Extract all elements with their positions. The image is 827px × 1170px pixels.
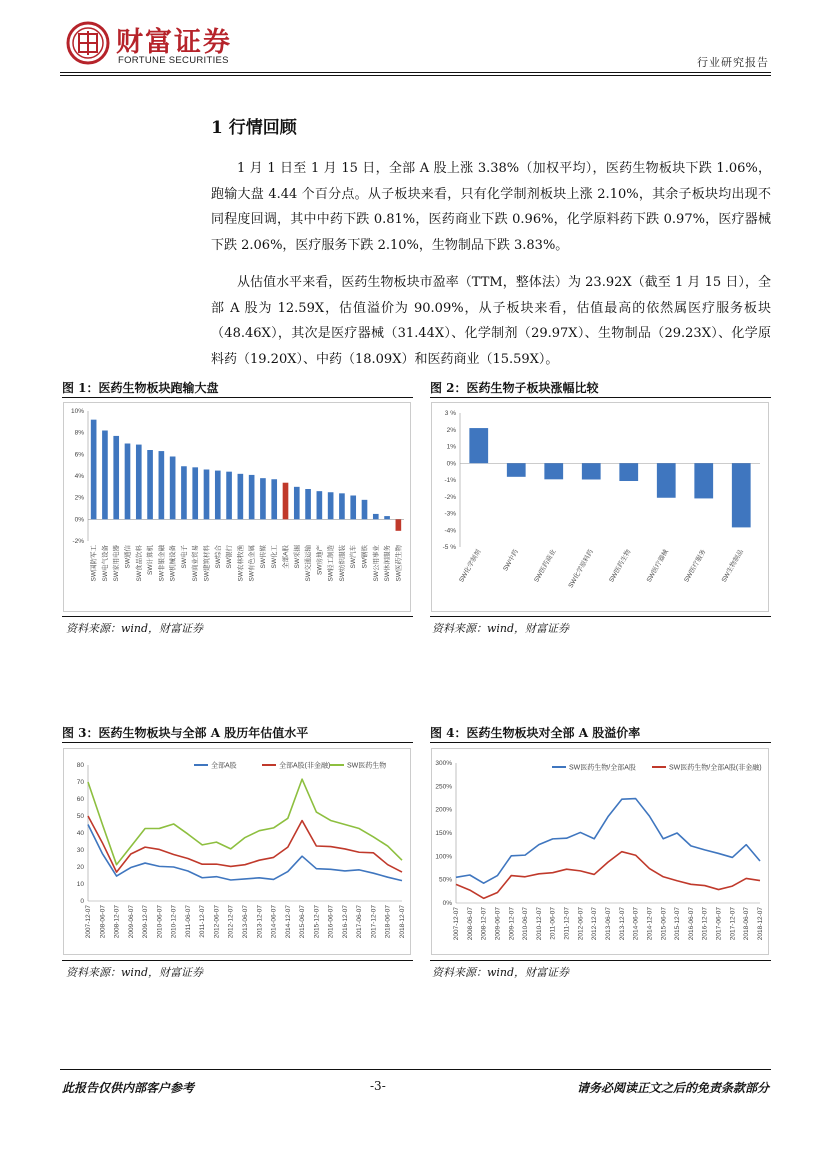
bar	[226, 472, 232, 520]
x-tick-label: 2012-06-07	[213, 905, 221, 939]
x-tick-label: 2008-06-07	[466, 907, 474, 941]
x-tick-label: SW交通运输	[305, 545, 313, 582]
figure-3-chart	[63, 748, 411, 955]
figure-4-source: 资料来源：wind，财富证券	[432, 966, 570, 979]
y-tick-label: 1%	[446, 443, 456, 451]
x-tick-label: SW休闲服务	[384, 545, 392, 582]
figure-4-title: 图 4：医药生物板块对全部 A 股溢价率	[430, 726, 641, 740]
bar	[732, 463, 751, 527]
x-tick-label: 2013-06-07	[605, 907, 612, 941]
figure-4-chart	[431, 748, 769, 955]
x-tick-label: SW纺织服装	[338, 545, 346, 582]
x-tick-label: SW通信	[124, 545, 132, 569]
x-tick-label: SW医药生物	[608, 548, 633, 584]
y-tick-label: 2%	[446, 426, 456, 434]
footer-divider	[60, 1069, 771, 1070]
y-tick-label: 0%	[442, 900, 452, 907]
y-tick-label: 10%	[70, 408, 84, 415]
x-tick-label: 2010-12-07	[535, 907, 543, 941]
figure-2-title: 图 2：医药生物子板块涨幅比较	[430, 381, 599, 395]
x-tick-label: SW非银金融	[158, 545, 166, 582]
y-tick-label: 100%	[435, 853, 452, 861]
legend-label: SW医药生物	[347, 762, 387, 770]
figure-3-source: 资料来源：wind，财富证券	[66, 966, 204, 979]
x-tick-label: SW传媒	[259, 545, 267, 569]
y-tick-label: -2%	[72, 538, 84, 545]
y-tick-label: 10	[76, 881, 84, 888]
y-tick-label: -1%	[444, 477, 456, 484]
footer-disclaimer-left: 此报告仅供内部客户参考	[62, 1081, 195, 1095]
section-title: 1 行情回顾	[211, 118, 297, 138]
x-tick-label: SW机械设备	[169, 545, 177, 582]
x-tick-label: 2011-12-07	[199, 905, 207, 938]
legend-label: SW医药生物/全部A股	[569, 764, 636, 772]
series-line	[88, 816, 402, 872]
legend-label: 全部A股(非金融)	[279, 762, 331, 770]
paragraph-valuation: 从估值水平来看，医药生物板块市盈率（TTM，整体法）为 23.92X（截至 1 月 15 日），全部 A 股为 12.59X，估值溢价为 90.09%，从子板块来看，估值最高的依然属医疗服务板块（48.46X），其次是医疗器械（31.44X）、化学制剂（29.97X）、生物制品（29.23X）、化学原料药（19.20X）、中药（18.09X）和医药商业（15.59X）。	[211, 275, 771, 367]
x-tick-label: 2008-06-07	[99, 905, 107, 939]
y-tick-label: 70	[76, 779, 84, 786]
x-tick-label: 2014-12-07	[284, 905, 292, 939]
x-tick-label: 2014-12-07	[646, 907, 654, 941]
y-tick-label: 20	[76, 864, 84, 871]
x-tick-label: 2015-12-07	[674, 907, 682, 941]
x-tick-label: 2017-12-07	[729, 907, 737, 941]
chart-2-svg	[432, 403, 768, 611]
x-tick-label: 全部A股	[282, 545, 290, 569]
x-tick-label: 2008-12-07	[480, 907, 488, 941]
x-tick-label: 2007-12-07	[85, 905, 92, 939]
y-tick-label: 250%	[435, 783, 452, 791]
x-tick-label: SW农林牧渔	[237, 545, 245, 582]
footer-disclaimer-right: 请务必阅读正文之后的免责条款部分	[576, 1081, 769, 1095]
x-tick-label: 2011-12-07	[563, 907, 571, 940]
series-line	[456, 852, 760, 899]
figure-4-source-rule	[430, 960, 771, 961]
y-tick-label: 6%	[74, 451, 84, 459]
x-tick-label: SW食品饮料	[135, 545, 143, 582]
x-tick-label: SW商业贸易	[192, 545, 200, 582]
bar	[192, 467, 198, 519]
x-tick-label: SW医药生物	[395, 545, 403, 582]
x-tick-label: 2012-06-07	[577, 907, 585, 941]
bar	[544, 463, 563, 479]
x-tick-label: 2011-06-07	[184, 905, 192, 938]
x-tick-label: SW银行	[226, 545, 234, 569]
x-tick-label: 2014-06-07	[270, 905, 278, 939]
x-tick-label: SW生物制品	[720, 548, 745, 584]
x-tick-label: 2011-06-07	[549, 907, 557, 940]
y-tick-label: 300%	[435, 760, 452, 767]
bar	[469, 428, 488, 463]
bar	[238, 474, 244, 519]
x-tick-label: 2016-12-07	[341, 905, 349, 939]
y-tick-label: -4%	[444, 527, 456, 535]
x-tick-label: 2018-06-07	[743, 907, 751, 941]
y-tick-label: 4%	[74, 473, 84, 480]
x-tick-label: 2010-06-07	[522, 907, 530, 941]
figure-1-source: 资料来源：wind，财富证券	[66, 622, 204, 635]
x-tick-label: SW家用电器	[113, 545, 121, 582]
y-tick-label: 50	[76, 813, 84, 820]
x-tick-label: SW采掘	[293, 545, 301, 569]
figure-3-title-rule	[62, 742, 413, 743]
company-logo-icon	[66, 21, 110, 65]
figure-2-chart	[431, 402, 769, 612]
y-tick-label: 0%	[446, 460, 456, 468]
x-tick-label: SW化学制剂	[458, 548, 483, 584]
legend-label: SW医药生物/全部A股(非金融)	[669, 764, 762, 772]
series-line	[456, 799, 760, 884]
y-tick-label: -3%	[444, 510, 456, 518]
x-tick-label: 2017-12-07	[370, 905, 378, 939]
x-tick-label: 2016-12-07	[701, 907, 709, 941]
y-tick-label: 3 %	[444, 410, 456, 417]
y-tick-label: 80	[76, 762, 84, 769]
bar	[507, 463, 526, 477]
x-tick-label: 2017-06-07	[356, 905, 364, 939]
bar	[125, 444, 131, 520]
bar	[396, 519, 402, 530]
bar	[350, 496, 356, 520]
x-tick-label: 2009-06-07	[494, 907, 502, 941]
x-tick-label: SW电子	[180, 545, 188, 569]
x-tick-label: 2015-06-07	[299, 905, 307, 939]
x-tick-label: 2016-06-07	[687, 907, 695, 941]
x-tick-label: SW医疗器械	[645, 548, 670, 584]
x-tick-label: 2009-12-07	[142, 905, 150, 939]
x-tick-label: SW公用事业	[372, 545, 380, 582]
bar	[102, 431, 108, 520]
x-tick-label: 2014-06-07	[632, 907, 640, 941]
x-tick-label: 2018-06-07	[384, 905, 392, 939]
bar	[619, 463, 638, 481]
x-tick-label: SW化工	[271, 545, 279, 569]
logo-english-name: FORTUNE SECURITIES	[118, 55, 229, 66]
bar	[328, 492, 334, 519]
bar	[260, 478, 266, 519]
figure-2-source: 资料来源：wind，财富证券	[432, 622, 570, 635]
bar	[373, 514, 379, 519]
y-tick-label: 8%	[74, 429, 84, 437]
y-tick-label: 2%	[74, 494, 84, 502]
header-divider-thin	[60, 75, 771, 76]
bar	[339, 493, 345, 519]
y-tick-label: 0	[80, 898, 84, 905]
x-tick-label: 2015-12-07	[313, 905, 321, 939]
x-tick-label: 2013-06-07	[242, 905, 249, 939]
bar	[283, 483, 289, 520]
x-tick-label: SW轻工制造	[327, 545, 335, 582]
bar	[147, 450, 153, 519]
bar	[384, 516, 390, 519]
x-tick-label: SW综合	[214, 545, 222, 569]
bar	[271, 479, 277, 519]
y-tick-label: 200%	[435, 806, 452, 814]
bar	[159, 451, 165, 519]
page-number: -3-	[370, 1079, 386, 1093]
figure-4-title-rule	[430, 742, 771, 743]
x-tick-label: 2015-06-07	[660, 907, 668, 941]
bar	[204, 470, 210, 520]
x-tick-label: 2007-12-07	[453, 907, 460, 941]
bar	[136, 445, 142, 520]
bar	[215, 471, 221, 520]
x-tick-label: SW医疗服务	[683, 548, 708, 584]
figure-2-source-rule	[430, 616, 771, 617]
x-tick-label: 2012-12-07	[227, 905, 235, 939]
figure-1-chart	[63, 402, 411, 612]
y-tick-label: -2%	[444, 493, 456, 501]
paragraph-market-review: 1 月 1 日至 1 月 15 日，全部 A 股上涨 3.38%（加权平均），医药生物板块下跌 1.06%，跑输大盘 4.44 个百分点。从子板块来看，只有化学制剂板块上涨 2.10%，其余子板块均出现不同程度回调，其中中药下跌 0.81%，医药商业下跌 0.96%，化学原料药下跌 0.97%，医疗器械下跌 2.06%，医疗服务下跌 2.10%，生物制品下跌 3.83%。	[211, 161, 771, 253]
y-tick-label: -5 %	[442, 544, 456, 551]
x-tick-label: 2013-12-07	[618, 907, 626, 941]
x-tick-label: 2016-06-07	[327, 905, 335, 939]
report-type-label: 行业研究报告	[697, 56, 769, 69]
y-tick-label: 60	[76, 796, 84, 803]
x-tick-label: SW中药	[502, 548, 520, 573]
bar	[91, 420, 97, 520]
bar	[181, 466, 187, 519]
bar	[294, 487, 300, 519]
x-tick-label: SW计算机	[147, 545, 155, 575]
x-tick-label: 2018-12-07	[757, 907, 764, 941]
bar	[694, 463, 713, 498]
y-tick-label: 40	[76, 830, 84, 837]
bar	[170, 457, 176, 520]
bar	[113, 436, 119, 519]
y-tick-label: 30	[76, 847, 84, 854]
x-tick-label: 2013-12-07	[256, 905, 264, 939]
figure-1-title-rule	[62, 397, 413, 398]
y-tick-label: 150%	[435, 830, 452, 837]
x-tick-label: SW国防军工	[90, 545, 98, 582]
logo-chinese-name: 财富证券	[116, 27, 232, 58]
x-tick-label: SW有色金属	[248, 545, 256, 582]
chart-1-svg	[64, 403, 410, 611]
legend-label: 全部A股	[211, 762, 237, 770]
bar	[582, 463, 601, 479]
chart-4-svg	[432, 749, 768, 954]
x-tick-label: 2018-12-07	[399, 905, 406, 939]
x-tick-label: 2009-06-07	[127, 905, 135, 939]
x-tick-label: 2017-06-07	[715, 907, 723, 941]
y-tick-label: 0%	[74, 516, 84, 524]
x-tick-label: SW电气设备	[101, 545, 109, 582]
x-tick-label: 2008-12-07	[113, 905, 121, 939]
figure-1-title: 图 1：医药生物板块跑输大盘	[62, 381, 219, 395]
bar	[362, 500, 368, 519]
x-tick-label: 2010-06-07	[156, 905, 164, 939]
x-tick-label: 2010-12-07	[170, 905, 178, 939]
chart-3-svg	[64, 749, 410, 954]
x-tick-label: SW钢铁	[361, 545, 369, 569]
figure-1-source-rule	[62, 616, 413, 617]
header-divider	[60, 72, 771, 73]
bar	[657, 463, 676, 498]
x-tick-label: SW医药商业	[533, 548, 558, 584]
bar	[317, 491, 323, 519]
figure-3-source-rule	[62, 960, 413, 961]
figure-3-title: 图 3：医药生物板块与全部 A 股历年估值水平	[62, 726, 309, 740]
figure-2-title-rule	[430, 397, 771, 398]
x-tick-label: SW化学原料药	[567, 548, 595, 590]
bar	[249, 475, 255, 519]
x-tick-label: SW房地产	[316, 545, 324, 575]
x-tick-label: 2009-12-07	[508, 907, 516, 941]
x-tick-label: SW汽车	[350, 545, 358, 569]
x-tick-label: 2012-12-07	[591, 907, 599, 941]
x-tick-label: SW建筑材料	[203, 545, 211, 582]
bar	[305, 489, 311, 519]
y-tick-label: 50%	[438, 876, 452, 884]
